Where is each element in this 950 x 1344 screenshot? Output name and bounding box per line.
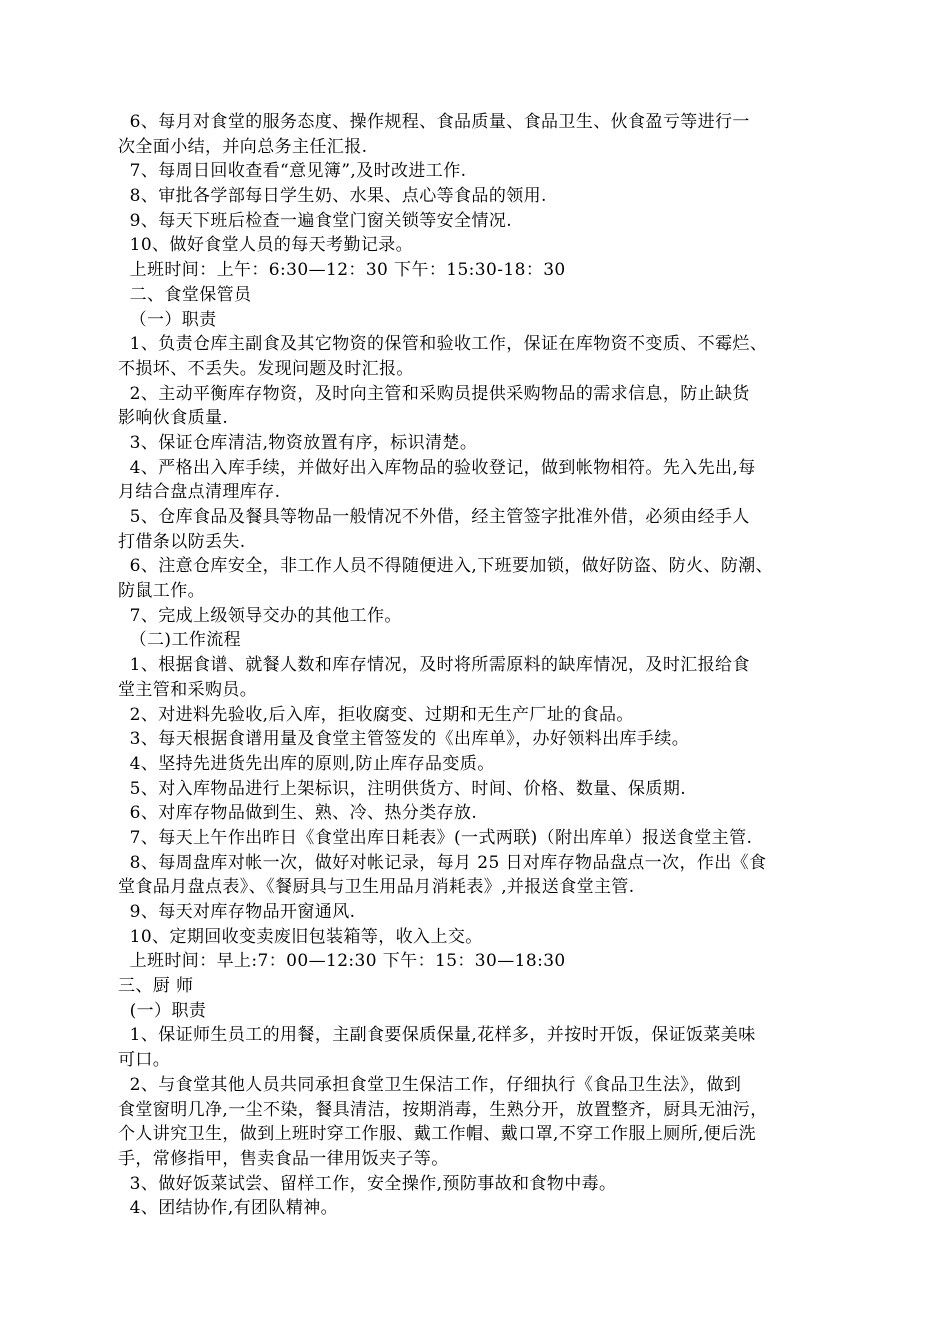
text-line: 不损坏、不丢失。发现问题及时汇报。 [118,358,414,379]
text-line: 影响伙食质量. [118,408,229,429]
text-line: 1、负责仓库主副食及其它物资的保管和验收工作，保证在库物资不变质、不霉烂、 [118,334,768,355]
text-line: 堂食品月盘点表》、《餐厨具与卫生用品月消耗表》,并报送食堂主管. [118,877,635,898]
text-line: 5、对入库物品进行上架标识，注明供货方、时间、价格、数量、保质期. [118,778,687,799]
text-line: 10、定期回收变卖废旧包装箱等，收入上交。 [118,926,483,947]
text-line: 1、保证师生员工的用餐，主副食要保质保量,花样多，并按时开饭，保证饭菜美味 [118,1025,756,1046]
text-line: 手，常修指甲，售卖食品一律用饭夹子等。 [118,1148,449,1169]
document-page [118,110,848,1221]
text-line: 3、保证仓库清洁,物资放置有序，标识清楚。 [118,432,478,453]
text-line: 次全面小结，并向总务主任汇报. [118,136,368,157]
text-line: 6、对库存物品做到生、熟、冷、热分类存放. [118,803,478,824]
text-line: 9、每天对库存物品开窗通风. [118,902,356,922]
text-line: 食堂窗明几净,一尘不染，餐具清洁，按期消毒，生熟分开，放置整齐，厨具无油污， [118,1099,768,1120]
text-line: 堂主管和采购员。 [118,679,258,700]
text-line: （一）职责 [118,309,217,330]
text-line: 3、做好饭菜试尝、留样工作，安全操作,预防事故和食物中毒。 [118,1173,617,1194]
text-line: 4、团结协作,有团队精神。 [118,1198,339,1219]
text-line: 可口。 [118,1050,171,1071]
text-line: 防鼠工作。 [118,581,205,602]
text-line: 月结合盘点清理库存. [118,482,281,503]
text-line: 2、与食堂其他人员共同承担食堂卫生保洁工作，仔细执行《食品卫生法》，做到 [118,1074,742,1095]
text-line: 个人讲究卫生，做到上班时穿工作服、戴工作帽、戴口罩,不穿工作服上厕所,便后洗 [118,1124,757,1145]
text-line: 9、每天下班后检查一遍食堂门窗关锁等安全情况. [118,210,513,231]
text-line: 10、做好食堂人员的每天考勤记录。 [118,235,414,256]
text-line: 三、厨 师 [118,976,194,997]
text-line: 1、根据食谱、就餐人数和库存情况，及时将所需原料的缺库情况，及时汇报给食 [118,655,750,676]
text-line: 8、每周盘库对帐一次，做好对帐记录，每月 25 日对库存物品盘点一次，作出《食 [118,852,767,873]
text-line: 5、仓库食品及餐具等物品一般情况不外借，经主管签字批准外借，必须由经手人 [118,507,750,527]
text-line: 6、每月对食堂的服务态度、操作规程、食品质量、食品卫生、伙食盈亏等进行一 [118,112,750,132]
text-line: 4、严格出入库手续，并做好出入库物品的验收登记，做到帐物相符。先入先出,每 [118,457,756,478]
text-line: (一）职责 [118,1000,207,1021]
text-line: 上班时间：上午：6:30—12：30 下午：15:30-18：30 [118,260,566,281]
text-line: 上班时间：早上:7：00—12:30 下午：15：30—18:30 [118,951,566,972]
text-line: 4、坚持先进货先出库的原则,防止库存品变质。 [118,753,495,774]
text-line: 7、完成上级领导交办的其他工作。 [118,605,402,626]
text-line: 3、每天根据食谱用量及食堂主管签发的《出库单》，办好领料出库手续。 [118,729,690,750]
text-line: 6、注意仓库安全，非工作人员不得随便进入,下班要加锁，做好防盗、防火、防潮、 [118,556,774,577]
text-line: 打借条以防丢失. [118,531,246,552]
text-line: 二、食堂保管员 [118,284,252,305]
text-line: 2、主动平衡库存物资，及时向主管和采购员提供采购物品的需求信息，防止缺货 [118,383,750,404]
text-line: （二)工作流程 [118,630,242,651]
text-line: 2、对进料先验收,后入库，拒收腐变、过期和无生产厂址的食品。 [118,704,634,725]
text-line: 7、每周日回收查看“意见簿”,及时改进工作. [118,161,467,182]
text-line: 7、每天上午作出昨日《食堂出库日耗表》(一式两联)（附出库单）报送食堂主管. [118,827,753,848]
text-line: 8、审批各学部每日学生奶、水果、点心等食品的领用. [118,186,547,207]
